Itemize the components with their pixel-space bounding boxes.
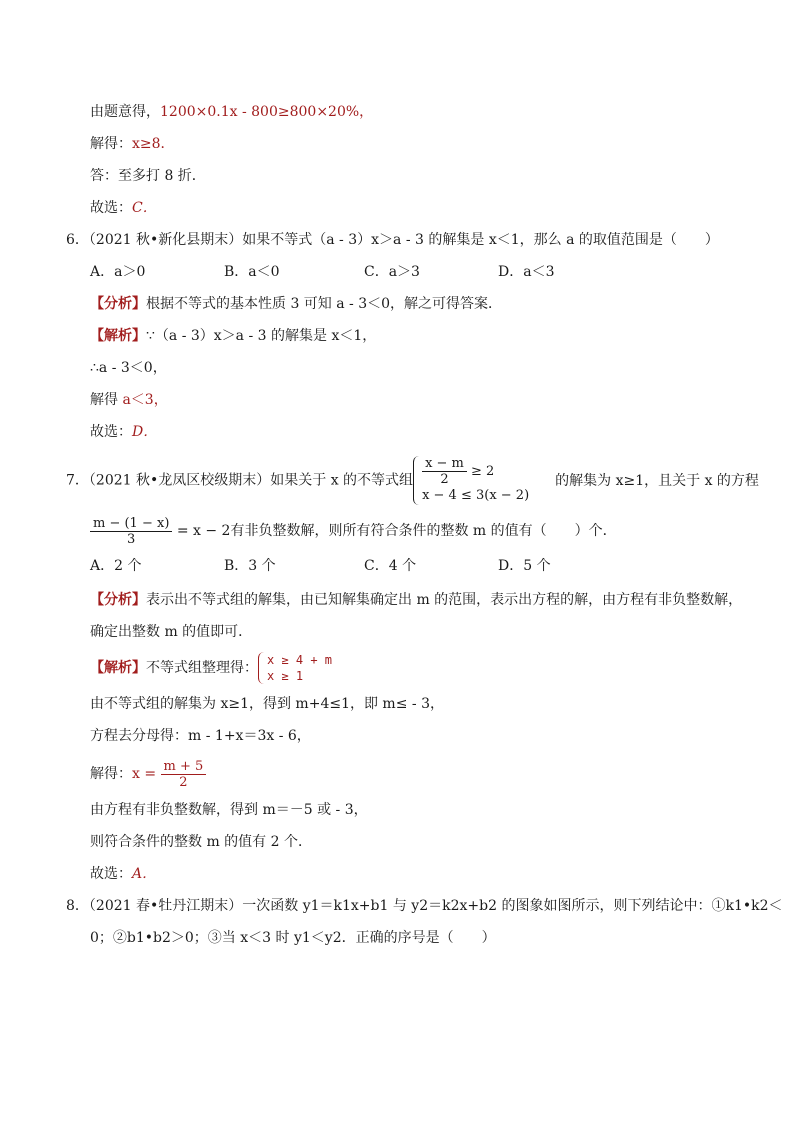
analysis-tag: 【分析】 [90, 592, 146, 608]
q7-solution-4: 解得：x = $\frac{m + 5}{2}$ [90, 756, 206, 792]
q8-stem-line-1: 8．（2021 春•牡丹江期末）一次函数 y1＝k1x+b1 与 y2＝k2x+b2 的图象如图所示，则下列结论中：①k1•k2＜ [66, 898, 783, 914]
q7-analysis-2: 确定出整数 m 的值即可． [90, 624, 253, 640]
q5-line-1: 由题意得，1200×0.1x - 800≥800×20%， [90, 104, 374, 120]
q7-option-c: C．4 个 [364, 558, 417, 574]
q7-inequality-system: $\frac{x - m}{2}$ ≥ 2 x − 4 ≤ 3(x − 2) [413, 456, 529, 505]
q6-stem: 6．（2021 秋•新化县期末）如果不等式（a - 3）x＞a - 3 的解集是 x＜1，那么 a 的取值范围是（ ） [66, 232, 719, 248]
q6-option-a: A．a＞0 [90, 264, 146, 280]
q7-solution-5: 由方程有非负整数解，得到 m＝－5 或 - 3， [90, 802, 368, 818]
q7-solution-3: 方程去分母得：m - 1+x＝3x - 6， [90, 728, 311, 744]
q7-choice-line: 故选：A． [90, 866, 157, 882]
q7-stem-line-2: $\frac{m - (1 - x)}{3}$ = x − 2有非负整数解，则所有符合条件的整数 m 的值有（ ）个． [90, 514, 617, 548]
q7-option-a: A．2 个 [90, 558, 142, 574]
q7-stem-line-1: 7．（2021 秋•龙凤区校级期末）如果关于 x 的不等式组 $\frac{x - m}{2}$ ≥ 2 x − 4 ≤ 3(x − 2) 的解集为 x≥1，且关于 x 的方程 [66, 456, 759, 503]
q6-option-b: B．a＜0 [224, 264, 280, 280]
q7-solution-1: 【解析】不等式组整理得： x ≥ 4 + m x ≥ 1 [90, 653, 333, 683]
q6-option-d: D．a＜3 [498, 264, 555, 280]
q5-equation: 1200×0.1x - 800≥800×20%， [160, 104, 374, 120]
q5-choice-line: 故选：C． [90, 200, 157, 216]
q6-solution-3: 解得 a＜3， [90, 392, 168, 408]
q6-choice-line: 故选：D． [90, 424, 158, 440]
q7-option-d: D．5 个 [498, 558, 551, 574]
solution-tag: 【解析】 [90, 660, 146, 676]
analysis-tag: 【分析】 [90, 296, 146, 312]
q7-equation-fraction: $\frac{m - (1 - x)}{3}$ [90, 516, 172, 547]
q7-solution-6: 则符合条件的整数 m 的值有 2 个． [90, 834, 312, 850]
q7-solution-system: x ≥ 4 + m x ≥ 1 [258, 652, 332, 684]
q7-solution-2: 由不等式组的解集为 x≥1，得到 m+4≤1，即 m≤ - 3， [90, 696, 444, 712]
q7-solution-fraction: $\frac{m + 5}{2}$ [161, 759, 207, 790]
q6-solution-1: 【解析】∵（a - 3）x＞a - 3 的解集是 x＜1， [90, 328, 377, 344]
q6-option-c: C．a＞3 [364, 264, 420, 280]
q8-stem-line-2: 0；②b1•b2＞0；③当 x＜3 时 y1＜y2．正确的序号是（ ） [90, 930, 496, 946]
q7-analysis-1: 【分析】表示出不等式组的解集，由已知解集确定出 m 的范围，表示出方程的解，由方程有非负整数解， [90, 592, 743, 608]
q5-line-2: 解得：x≥8． [90, 136, 175, 152]
q5-answer-line: 答：至多打 8 折． [90, 168, 206, 184]
q6-solution-2: ∴a - 3＜0， [90, 360, 167, 376]
q7-option-b: B．3 个 [224, 558, 276, 574]
solution-tag: 【解析】 [90, 328, 146, 344]
q6-analysis: 【分析】根据不等式的基本性质 3 可知 a - 3＜0，解之可得答案． [90, 296, 503, 312]
